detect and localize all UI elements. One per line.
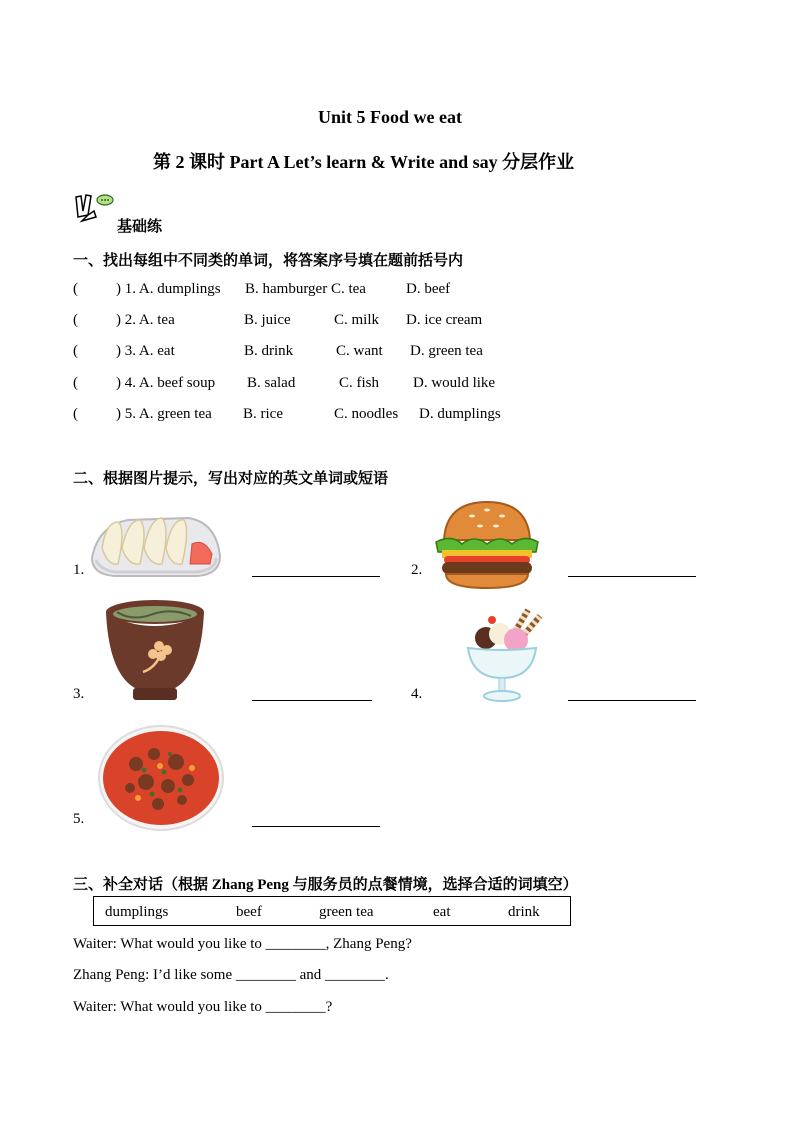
item-number: 2. [411, 562, 423, 578]
answer-blank[interactable] [568, 700, 696, 701]
dialogue-line: Zhang Peng: I’d like some ________ and ________. [73, 967, 389, 983]
bunny-icon [72, 191, 114, 223]
section2-heading: 二、根据图片提示，写出对应的英文单词或短语 [73, 471, 389, 487]
option-b: B. hamburger C. tea [245, 281, 366, 297]
question-text: ) 3. A. eat [116, 343, 175, 359]
ice-cream-icon [462, 606, 542, 704]
hamburger-icon [432, 498, 542, 590]
dialogue-line: Waiter: What would you like to ________, Zhang Peng? [73, 936, 412, 952]
item-number: 1. [73, 562, 85, 578]
section3-heading: 三、补全对话（根据 Zhang Peng 与服务员的点餐情境，选择合适的词填空） [73, 877, 578, 893]
section1-heading: 一、找出每组中不同类的单词，将答案序号填在题前括号内 [73, 253, 464, 269]
dialogue-line: Waiter: What would you like to ________? [73, 999, 333, 1015]
answer-paren[interactable]: ( [73, 343, 78, 359]
question-text: ) 1. A. dumplings [116, 281, 221, 297]
option-c: C. fish [339, 375, 380, 391]
item-number: 4. [411, 686, 423, 702]
beef-soup-icon [96, 724, 226, 832]
option-b: B. juice [244, 312, 291, 328]
answer-blank[interactable] [252, 700, 372, 701]
option-c: C. milk [334, 312, 380, 328]
answer-paren[interactable]: ( [73, 375, 78, 391]
word-option: green tea [319, 904, 374, 920]
item-number: 3. [73, 686, 85, 702]
word-option: drink [508, 904, 540, 920]
page-subtitle: 第 2 课时 Part A Let’s learn & Write and say 分层作业 [153, 152, 575, 172]
word-bank [93, 896, 571, 926]
option-d: D. would like [413, 375, 496, 391]
answer-blank[interactable] [252, 576, 380, 577]
word-option: dumplings [105, 904, 169, 920]
answer-blank[interactable] [252, 826, 380, 827]
word-option: eat [433, 904, 451, 920]
option-c: C. noodles [334, 406, 399, 422]
option-d: D. ice cream [406, 312, 483, 328]
option-c: C. want [336, 343, 383, 359]
question-text: ) 2. A. tea [116, 312, 175, 328]
option-d: D. beef [406, 281, 451, 297]
question-text: ) 5. A. green tea [116, 406, 212, 422]
dumplings-icon [88, 508, 224, 580]
answer-paren[interactable]: ( [73, 312, 78, 328]
basic-practice-label: 基础练 [117, 219, 163, 235]
word-option: beef [236, 904, 262, 920]
option-d: D. green tea [410, 343, 483, 359]
option-b: B. rice [243, 406, 283, 422]
question-text: ) 4. A. beef soup [116, 375, 216, 391]
tea-cup-icon [103, 598, 207, 702]
page-title: Unit 5 Food we eat [318, 107, 462, 127]
item-number: 5. [73, 811, 85, 827]
option-b: B. drink [244, 343, 294, 359]
option-d: D. dumplings [419, 406, 501, 422]
answer-blank[interactable] [568, 576, 696, 577]
option-b: B. salad [247, 375, 296, 391]
answer-paren[interactable]: ( [73, 281, 78, 297]
answer-paren[interactable]: ( [73, 406, 78, 422]
